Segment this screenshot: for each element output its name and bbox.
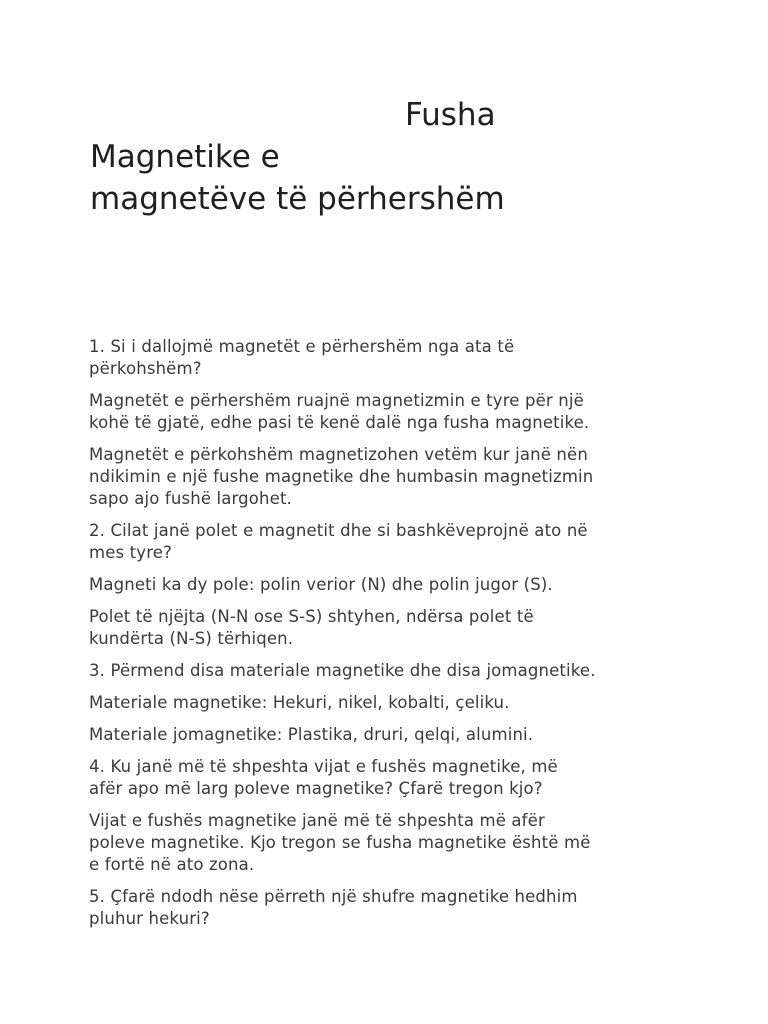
question-3 — [89, 660, 689, 682]
title-line: magnetëve të përhershëm — [90, 181, 505, 217]
answer-4 — [89, 810, 689, 876]
title-line: Fusha — [405, 97, 496, 133]
text-line: sapo ajo fushë largohet. — [89, 489, 292, 508]
text-line: përkohshëm? — [89, 359, 202, 378]
text-line: Materiale jomagnetike: Plastika, druri, qelqi, alumini. — [89, 725, 534, 744]
text-line: 4. Ku janë më të shpeshta vijat e fushës magnetike, më — [89, 757, 558, 776]
document-body — [89, 336, 689, 940]
answer-1a — [89, 390, 689, 434]
question-1 — [89, 336, 689, 380]
text-line: kundërta (N-S) tërhiqen. — [89, 629, 294, 648]
text-line: Magneti ka dy pole: polin verior (N) dhe polin jugor (S). — [89, 575, 553, 594]
text-line: Magnetët e përkohshëm magnetizohen vetëm kur janë nën — [89, 445, 588, 464]
question-5 — [89, 886, 689, 930]
answer-3b — [89, 724, 689, 746]
text-line: poleve magnetike. Kjo tregon se fusha magnetike është më — [89, 833, 591, 852]
text-line: afër apo më larg poleve magnetike? Çfarë tregon kjo? — [89, 779, 543, 798]
text-line: Vijat e fushës magnetike janë më të shpeshta më afër — [89, 811, 545, 830]
document-title — [90, 94, 690, 220]
answer-3a — [89, 692, 689, 714]
answer-1b — [89, 444, 689, 510]
text-line: mes tyre? — [89, 543, 172, 562]
text-line: 3. Përmend disa materiale magnetike dhe disa jomagnetike. — [89, 661, 596, 680]
answer-2b — [89, 606, 689, 650]
question-2 — [89, 520, 689, 564]
question-4 — [89, 756, 689, 800]
text-line: Materiale magnetike: Hekuri, nikel, kobalti, çeliku. — [89, 693, 510, 712]
text-line: 1. Si i dallojmë magnetët e përhershëm nga ata të — [89, 337, 515, 356]
text-line: pluhur hekuri? — [89, 909, 210, 928]
text-line: Magnetët e përhershëm ruajnë magnetizmin e tyre për një — [89, 391, 584, 410]
text-line: 2. Cilat janë polet e magnetit dhe si bashkëveprojnë ato në — [89, 521, 588, 540]
text-line: kohë të gjatë, edhe pasi të kenë dalë nga fusha magnetike. — [89, 413, 590, 432]
text-line: e fortë në ato zona. — [89, 855, 255, 874]
text-line: ndikimin e një fushe magnetike dhe humbasin magnetizmin — [89, 467, 594, 486]
title-line: Magnetike e — [90, 139, 280, 175]
text-line: 5. Çfarë ndodh nëse përreth një shufre magnetike hedhim — [89, 887, 578, 906]
text-line: Polet të njëjta (N-N ose S-S) shtyhen, ndërsa polet të — [89, 607, 534, 626]
answer-2a — [89, 574, 689, 596]
